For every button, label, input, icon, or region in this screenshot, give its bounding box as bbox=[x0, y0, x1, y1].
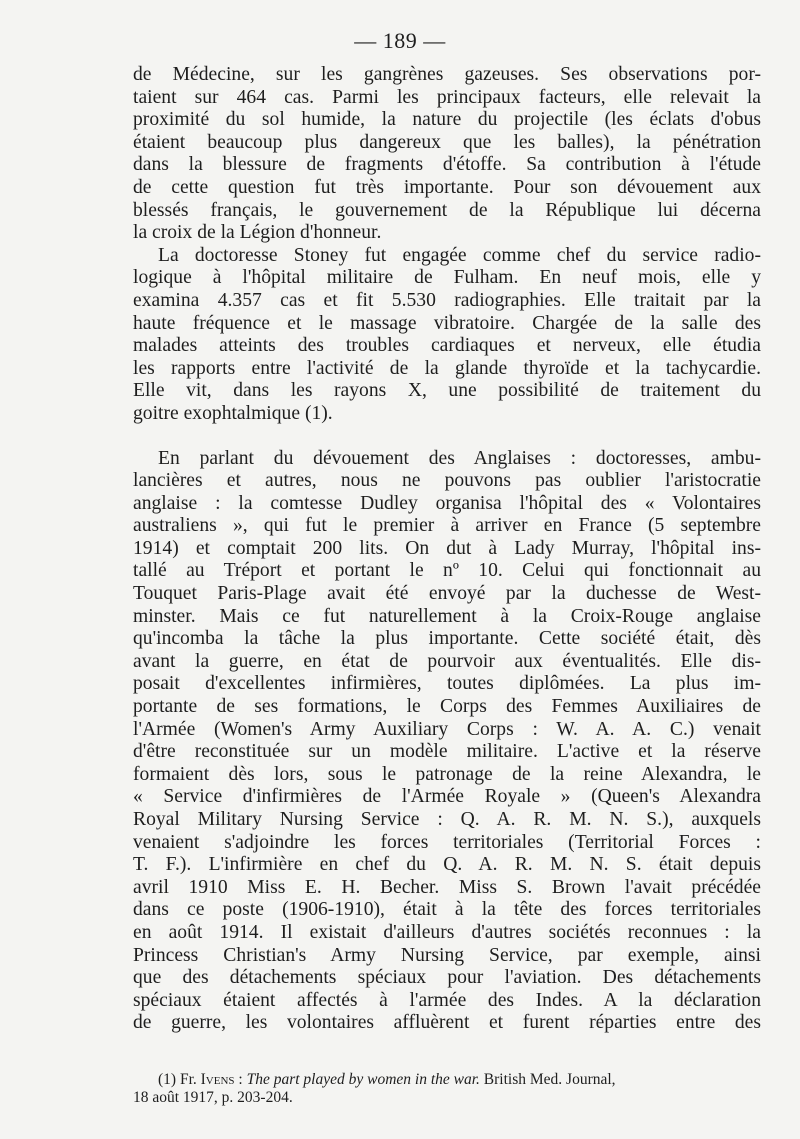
text-line: de cette question fut très importante. Pour son dévouement aux bbox=[133, 176, 761, 198]
footnote-separator: : bbox=[234, 1071, 247, 1088]
text-line: portante de ses formations, le Corps des Femmes Auxiliaires de bbox=[133, 696, 761, 718]
text-line: dans ce poste (1906-1910), était à la tête des forces territoriales bbox=[133, 899, 761, 921]
text-line: « Service d'infirmières de l'Armée Royale » (Queen's Alexandra bbox=[133, 786, 761, 808]
text-line: l'Armée (Women's Army Auxiliary Corps : W. A. A. C.) venait bbox=[133, 718, 761, 740]
text-line: Touquet Paris-Plage avait été envoyé par la duchesse de West- bbox=[133, 583, 761, 605]
text-line: Princess Christian's Army Nursing Service, par exemple, ainsi bbox=[133, 944, 761, 966]
text-line: formaient dès lors, sous le patronage de la reine Alexandra, le bbox=[133, 763, 761, 785]
footnote bbox=[133, 1071, 761, 1107]
text-line: australiens », qui fut le premier à arriver en France (5 septembre bbox=[133, 515, 761, 537]
paragraph-3 bbox=[133, 448, 761, 1035]
text-line: de guerre, les volontaires affluèrent et furent réparties entre des bbox=[133, 1012, 761, 1034]
text-line: La doctoresse Stoney fut engagée comme chef du service radio- bbox=[158, 244, 761, 266]
text-line: venaient s'adjoindre les forces territoriales (Territorial Forces : bbox=[133, 831, 761, 853]
footnote-line: 18 août 1917, p. 203-204. bbox=[133, 1089, 293, 1106]
text-line: examina 4.357 cas et fit 5.530 radiographies. Elle traitait par la bbox=[133, 289, 761, 311]
text-line: Royal Military Nursing Service : Q. A. R. M. N. S.), auxquels bbox=[133, 809, 761, 830]
text-line: goitre exophtalmique (1). bbox=[133, 402, 333, 424]
text-line: d'être reconstituée sur un modèle militaire. L'active et la réserve bbox=[133, 741, 761, 763]
text-line: posait d'excellentes infirmières, toutes diplômées. La plus im- bbox=[133, 673, 761, 695]
text-line: de Médecine, sur les gangrènes gazeuses. Ses observations por- bbox=[133, 64, 761, 85]
text-line: T. F.). L'infirmière en chef du Q. A. R. M. N. S. était depuis bbox=[133, 854, 761, 876]
text-line: proximité du sol humide, la nature du projectile (les éclats d'obus bbox=[133, 109, 761, 131]
text-line: étaient beaucoup plus dangereux que les balles), la pénétration bbox=[133, 131, 761, 153]
text-line: Elle vit, dans les rayons X, une possibilité de traitement du bbox=[133, 380, 761, 402]
paragraph-2 bbox=[133, 245, 761, 426]
text-line: la croix de la Légion d'honneur. bbox=[133, 222, 382, 244]
text-line: haute fréquence et le massage vibratoire. Chargée de la salle des bbox=[133, 312, 761, 334]
text-line: logique à l'hôpital militaire de Fulham. En neuf mois, elle y bbox=[133, 267, 761, 289]
text-line: que des détachements spéciaux pour l'aviation. Des détachements bbox=[133, 967, 761, 989]
page-number: — 189 — bbox=[354, 28, 446, 53]
footnote-line bbox=[133, 1071, 761, 1089]
body-text bbox=[133, 64, 761, 1035]
text-line: les rapports entre l'activité de la glande thyroïde et la tachycardie. bbox=[133, 357, 761, 379]
text-line: blessés français, le gouvernement de la République lui décerna bbox=[133, 199, 761, 221]
text-line: En parlant du dévouement des Anglaises : doctoresses, ambu- bbox=[158, 447, 761, 469]
text-line: dans la blessure de fragments d'étoffe. Sa contribution à l'étude bbox=[133, 154, 761, 176]
text-line: anglaise : la comtesse Dudley organisa l'hôpital des « Volontaires bbox=[133, 492, 761, 514]
text-line: en août 1914. Il existait d'ailleurs d'autres sociétés reconnues : la bbox=[133, 921, 761, 943]
text-line: qu'incomba la tâche la plus importante. Cette société était, dès bbox=[133, 628, 761, 650]
paragraph-1 bbox=[133, 64, 761, 245]
text-line: tallé au Tréport et portant le nº 10. Celui qui fonctionnait au bbox=[133, 560, 761, 582]
text-line: avant la guerre, en état de pourvoir aux éventualités. Elle dis- bbox=[133, 650, 761, 672]
footnote-source: British Med. Journal, bbox=[479, 1071, 616, 1088]
text-line: taient sur 464 cas. Parmi les principaux facteurs, elle relevait la bbox=[133, 86, 761, 108]
text-line: 1914) et comptait 200 lits. On dut à Lady Murray, l'hôpital ins- bbox=[133, 537, 761, 559]
text-line: minster. Mais ce fut naturellement à la Croix-Rouge anglaise bbox=[133, 605, 761, 627]
text-line: avril 1910 Miss E. H. Becher. Miss S. Brown l'avait précédée bbox=[133, 876, 761, 898]
text-line: malades atteints des troubles cardiaques et nerveux, elle étudia bbox=[133, 335, 761, 357]
footnote-author: Ivens bbox=[200, 1071, 235, 1088]
text-line: lancières et autres, nous ne pouvons pas oublier l'aristocratie bbox=[133, 470, 761, 492]
footnote-marker: (1) Fr. bbox=[158, 1071, 197, 1088]
footnote-title: The part played by women in the war. bbox=[246, 1071, 480, 1088]
text-line: spéciaux étaient affectés à l'armée des Indes. A la déclaration bbox=[133, 989, 761, 1011]
